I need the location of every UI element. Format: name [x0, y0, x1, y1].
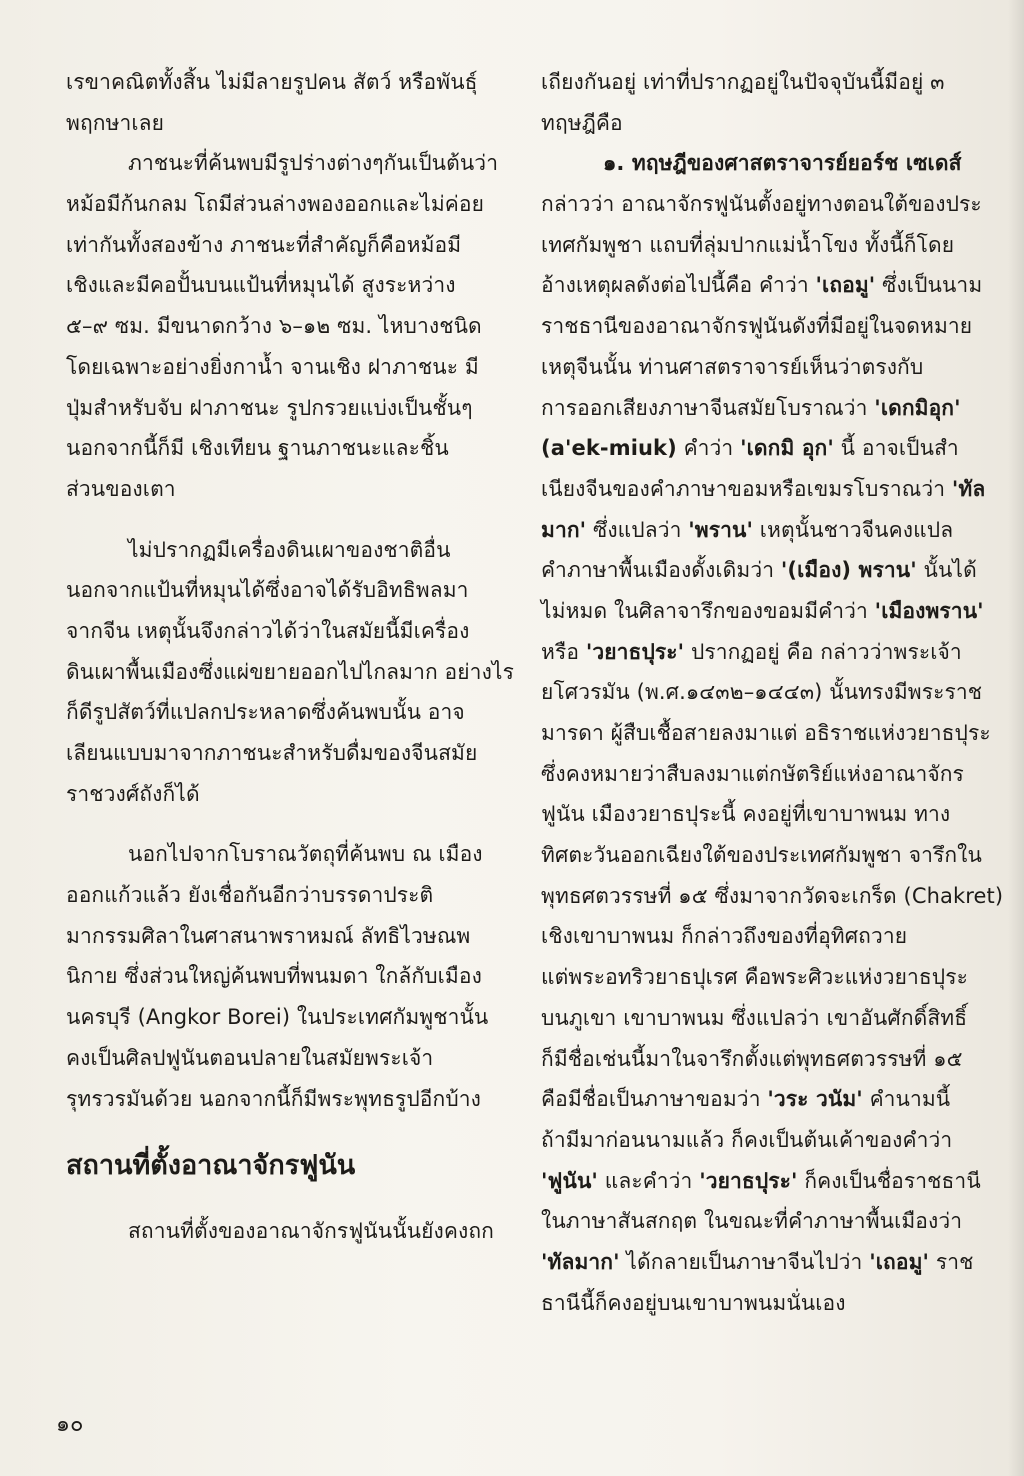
text-line: ในภาษาสันสกฤต ในขณะที่คำภาษาพื้นเมืองว่า	[541, 1209, 963, 1234]
text-span: หรือ	[541, 639, 586, 664]
text-line: เลียนแบบมาจากภาชนะสำหรับดื่มของจีนสมัย	[66, 741, 478, 765]
term: (a'ek-miuk)	[541, 436, 677, 461]
text-span: เหตุนั้นชาวจีนคงแปล	[753, 517, 954, 542]
right-column	[541, 62, 1004, 1323]
text-line: ออกแก้วแล้ว ยังเชื่อกันอีกว่าบรรดาประติ	[66, 883, 434, 908]
text-line: แต่พระอทริวยาธปุเรศ คือพระศิวะแห่งวยาธปุระ	[541, 965, 968, 990]
text-line	[541, 1079, 979, 1120]
text-line: ถ้ามีมาก่อนนามแล้ว ก็คงเป็นต้นเค้าของคำว่า	[541, 1127, 953, 1152]
term: 'วระ วนัม'	[767, 1087, 863, 1112]
text-line: ราชวงศ์ถังก็ได้	[66, 781, 200, 806]
text-line: นอกจากแป้นที่หมุนได้ซึ่งอาจได้รับอิทธิพลมา	[66, 578, 469, 603]
text-line: ฟูนัน เมืองวยาธปุระนี้ คงอยู่ที่เขาบาพนม ทาง	[541, 802, 951, 827]
term: '(เมือง) พราน'	[780, 558, 917, 583]
text-span: นี้ อาจเป็นสำ	[833, 436, 959, 461]
text-span: ไม่หมด ในศิลาจารึกของขอมมีคำว่า	[541, 598, 875, 623]
term: 'ฟูนัน'	[541, 1168, 598, 1193]
text-line: ก็ดีรูปสัตว์ที่แปลกประหลาดซึ่งค้นพบนั้น อาจ	[66, 700, 465, 725]
text-line	[541, 510, 979, 551]
text-span: และคำว่า	[597, 1168, 700, 1193]
text-line: พุทธศตวรรษที่ ๑๕ ซึ่งมาจากวัดจะเกร็ด (Chakret)	[541, 883, 1004, 908]
page-edge-shadow	[1008, 0, 1024, 1476]
text-span: ได้กลายเป็นภาษาจีนไปว่า	[619, 1249, 870, 1274]
text-line: นอกไปจากโบราณวัตถุที่ค้นพบ ณ เมือง	[128, 842, 483, 867]
text-line: เท่ากันทั้งสองข้าง ภาชนะที่สำคัญก็คือหม้อมี	[66, 232, 462, 257]
text-line: เทศกัมพูชา แถบที่ลุ่มปากแม่น้ำโขง ทั้งนี้ก็โดย	[541, 232, 955, 257]
term: 'วยาธปุระ'	[699, 1168, 798, 1193]
text-line: ทฤษฎีคือ	[541, 110, 623, 135]
text-span: ซึ่งแปลว่า	[586, 517, 689, 542]
text-line: รุทรวรมันด้วย นอกจากนี้ก็มีพระพุทธรูปอีกบ้าง	[66, 1086, 482, 1111]
theory-heading	[541, 143, 979, 184]
text-span: คำภาษาพื้นเมืองดั้งเดิมว่า	[541, 558, 781, 583]
page-number: ๑๐	[56, 1412, 84, 1437]
text-line: จากจีน เหตุนั้นจึงกล่าวได้ว่าในสมัยนี้มีเครื่อง	[66, 618, 470, 643]
term: 'เมืองพราน'	[874, 598, 984, 623]
text-line: เรขาคณิตทั้งสิ้น ไม่มีลายรูปคน สัตว์ หรือพันธุ์	[66, 70, 478, 94]
term: 'ทัลมาก'	[541, 1249, 620, 1274]
text-line: นครบุรี (Angkor Borei) ในประเทศกัมพูชานั้น	[66, 1005, 489, 1030]
text-line: ปุ่มสำหรับจับ ฝาภาชนะ รูปกรวยแบ่งเป็นชั้นๆ	[66, 395, 473, 420]
text-span: คำว่า	[676, 436, 741, 461]
term: 'เดกมิ อุก'	[740, 436, 834, 461]
text-line: โดยเฉพาะอย่างยิ่งกาน้ำ จานเชิง ฝาภาชนะ มี	[66, 354, 479, 379]
text-line: กล่าวว่า อาณาจักรฟูนันตั้งอยู่ทางตอนใต้ของประ	[541, 192, 982, 217]
text-span: อ้างเหตุผลดังต่อไปนี้คือ คำว่า	[541, 273, 816, 298]
text-line: ราชธานีของอาณาจักรฟูนันดังที่มีอยู่ในจดหมาย	[541, 314, 973, 339]
text-line: นอกจากนี้ก็มี เชิงเทียน ฐานภาชนะและชิ้น	[66, 436, 449, 461]
text-line: ยโศวรมัน (พ.ศ.๑๔๓๒–๑๔๔๓) นั้นทรงมีพระราช	[541, 680, 983, 705]
text-line: มากรรมศิลาในศาสนาพราหมณ์ ลัทธิไวษณพ	[66, 923, 471, 948]
text-line	[541, 550, 979, 591]
text-line: ดินเผาพื้นเมืองซึ่งแผ่ขยายออกไปไกลมาก อย่างไร	[66, 659, 514, 684]
text-span: นั้นได้	[916, 558, 977, 583]
theory-title: ๑. ทฤษฎีของศาสตราจารย์ยอร์ช เซเดส์	[603, 151, 962, 176]
text-span: ราช	[929, 1249, 974, 1274]
text-line	[541, 469, 986, 510]
text-line: เชิงเขาบาพนม ก็กล่าวถึงของที่อุทิศถวาย	[541, 924, 908, 949]
text-line: เหตุจีนนั้น ท่านศาสตราจารย์เห็นว่าตรงกับ	[541, 354, 924, 379]
term: 'วยาธปุระ'	[585, 639, 685, 664]
text-line	[541, 632, 979, 673]
text-span: คำนามนี้	[862, 1087, 951, 1112]
text-line: ไม่ปรากฏมีเครื่องดินเผาของชาติอื่น	[128, 537, 451, 562]
text-line	[541, 388, 979, 429]
term: 'เถอมู'	[869, 1249, 930, 1274]
text-line	[541, 265, 983, 306]
text-line: ซึ่งคงหมายว่าสืบลงมาแต่กษัตริย์แห่งอาณาจักร	[541, 761, 964, 786]
term: 'ทัล	[951, 476, 986, 501]
left-column	[66, 62, 514, 1252]
text-line: ภาชนะที่ค้นพบมีรูปร่างต่างๆกันเป็นต้นว่า	[128, 151, 499, 176]
text-span: ก็คงเป็นชื่อราชธานี	[797, 1168, 981, 1193]
term: 'เถอมู'	[815, 273, 876, 298]
text-line: ส่วนของเตา	[66, 476, 176, 501]
text-line	[541, 428, 979, 469]
text-line	[541, 1242, 979, 1283]
text-span: คือมีชื่อเป็นภาษาขอมว่า	[541, 1087, 768, 1112]
section-heading: สถานที่ตั้งอาณาจักรฟูนัน	[66, 1150, 356, 1182]
text-line: คงเป็นศิลปฟูนันตอนปลายในสมัยพระเจ้า	[66, 1045, 434, 1070]
text-line: เถียงกันอยู่ เท่าที่ปรากฏอยู่ในปัจจุบันนี้มีอยู่ ๓	[541, 70, 945, 94]
text-line: นิกาย ซึ่งส่วนใหญ่ค้นพบที่พนมดา ใกล้กับเมือง	[66, 964, 482, 989]
text-line: สถานที่ตั้งของอาณาจักรฟูนันนั้นยังคงถก	[128, 1219, 494, 1244]
term: มาก'	[541, 517, 587, 542]
text-span: ซึ่งเป็นนาม	[875, 273, 983, 298]
text-line: ธานีนี้ก็คงอยู่บนเขาบาพนมนั่นเอง	[541, 1290, 846, 1315]
term: 'พราน'	[688, 517, 753, 542]
text-line: มารดา ผู้สืบเชื้อสายลงมาแต่ อธิราชแห่งวยาธปุระ	[541, 721, 991, 745]
text-line: พฤกษาเลย	[66, 110, 165, 135]
text-span: การออกเสียงภาษาจีนสมัยโบราณว่า	[541, 395, 875, 420]
text-line: เชิงและมีคอปั้นบนแป้นที่หมุนได้ สูงระหว่าง	[66, 273, 456, 298]
text-span: เนียงจีนของคำภาษาขอมหรือเขมรโบราณว่า	[541, 476, 952, 501]
text-span: ปรากฏอยู่ คือ กล่าวว่าพระเจ้า	[684, 639, 962, 664]
text-line: ทิศตะวันออกเฉียงใต้ของประเทศกัมพูชา จารึกใน	[541, 843, 982, 868]
text-line: ๕–๙ ซม. มีขนาดกว้าง ๖–๑๒ ซม. ไหบางชนิด	[66, 314, 482, 339]
text-line	[541, 591, 984, 632]
text-line: บนภูเขา เขาบาพนม ซึ่งแปลว่า เขาอันศักดิ์สิทธิ์	[541, 1005, 968, 1030]
text-line: หม้อมีก้นกลม โถมีส่วนล่างพองออกและไม่ค่อย	[66, 192, 485, 217]
text-line	[541, 1161, 979, 1202]
term: 'เดกมิอุก'	[874, 395, 961, 420]
text-line: ก็มีชื่อเช่นนี้มาในจารึกตั้งแต่พุทธศตวรรษที่ ๑๕	[541, 1046, 963, 1071]
